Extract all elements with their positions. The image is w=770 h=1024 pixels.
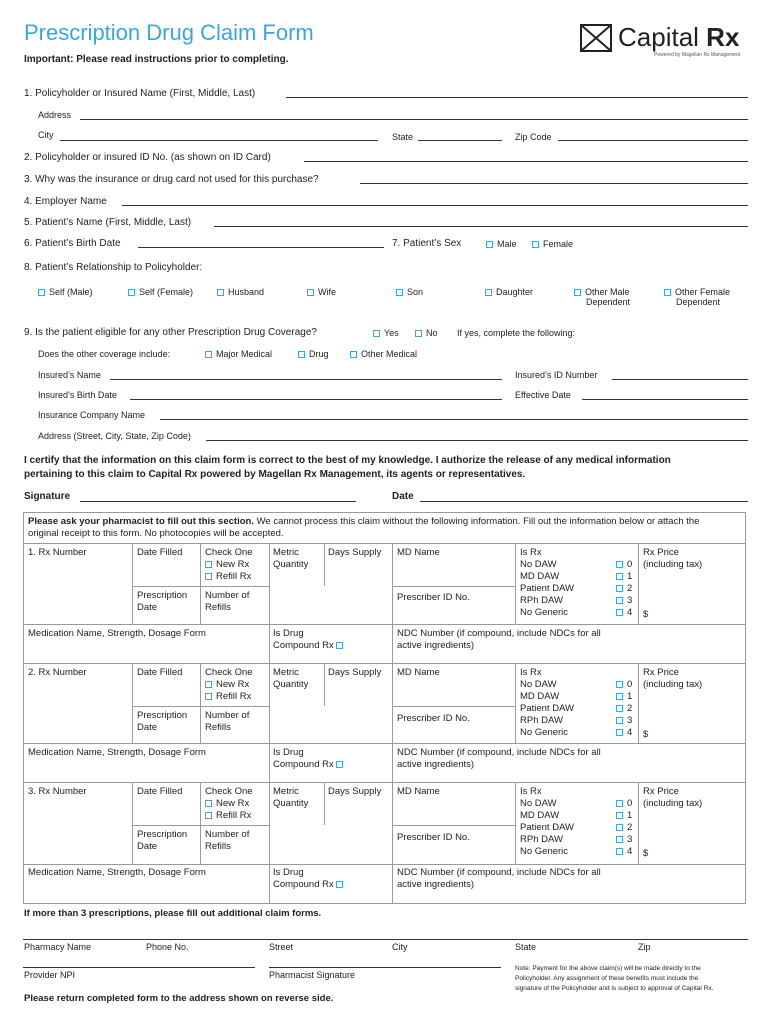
- insurance-address-input[interactable]: [206, 440, 748, 441]
- rx2-daw: Is Rx No DAW MD DAW Patient DAW RPh DAW No Generic: [520, 667, 575, 738]
- signature-input[interactable]: [80, 501, 356, 502]
- rx1-prescriber-id: Prescriber ID No.: [397, 592, 470, 603]
- rel-husband[interactable]: Husband: [217, 287, 264, 297]
- female-checkbox[interactable]: [532, 241, 539, 248]
- date-input[interactable]: [420, 501, 748, 502]
- rx3-ndc: NDC Number (if compound, include NDCs for all active ingredients): [397, 867, 601, 890]
- rx3-refill-checkbox[interactable]: [205, 812, 212, 819]
- male-checkbox[interactable]: [486, 241, 493, 248]
- drug-checkbox[interactable]: [298, 351, 305, 358]
- rx1-refill-checkbox[interactable]: [205, 573, 212, 580]
- female-option[interactable]: Female: [532, 239, 573, 249]
- rx1-md-name: MD Name: [397, 547, 440, 558]
- q9-yes[interactable]: Yes: [373, 328, 399, 338]
- rx2-compound: Is Drug Compound Rx: [273, 747, 347, 771]
- rx2-daw-codes[interactable]: 0 1 2 3 4: [616, 679, 632, 739]
- rx1-dollar: $: [643, 609, 649, 620]
- insured-birth-input[interactable]: [130, 399, 502, 400]
- q2-input[interactable]: [304, 161, 748, 162]
- rx2-number-label: 2. Rx Number: [28, 667, 87, 678]
- rel-self-male[interactable]: Self (Male): [38, 287, 93, 297]
- insured-name-input[interactable]: [110, 379, 502, 380]
- city-label: City: [38, 130, 54, 140]
- rel-self-female[interactable]: Self (Female): [128, 287, 193, 297]
- insured-name-label: Insured’s Name: [38, 370, 101, 380]
- form-title: Prescription Drug Claim Form: [24, 20, 314, 45]
- other-female-checkbox[interactable]: [664, 289, 671, 296]
- insurance-address-label: Address (Street, City, State, Zip Code): [38, 431, 191, 441]
- q2-label: 2. Policyholder or insured ID No. (as shown on ID Card): [24, 152, 271, 163]
- rx1-metric: Metric Quantity: [273, 547, 309, 570]
- pharmacy-name-label: Pharmacy Name: [24, 942, 92, 952]
- q9-label: 9. Is the patient eligible for any other Prescription Drug Coverage?: [24, 327, 317, 338]
- insured-birth-label: Insured’s Birth Date: [38, 390, 117, 400]
- rx1-days-supply: Days Supply: [328, 547, 382, 558]
- payment-note: Note: Payment for the above claim(s) will be made directly to the Policyholder. Any assignment of these benefits must include the signature of the Policyholder and is subject to approval of Capital Rx.: [515, 965, 714, 992]
- rx3-number-label: 3. Rx Number: [28, 786, 87, 797]
- rx3-date-filled: Date Filled: [137, 786, 183, 797]
- address-label: Address: [38, 110, 72, 120]
- other-medical-checkbox[interactable]: [350, 351, 357, 358]
- rx3-days-supply: Days Supply: [328, 786, 382, 797]
- rx1-med-name: Medication Name, Strength, Dosage Form: [28, 628, 206, 639]
- city-footer-label: City: [392, 942, 408, 952]
- rx3-new-checkbox[interactable]: [205, 800, 212, 807]
- major-medical-option[interactable]: Major Medical: [205, 349, 272, 359]
- rx3-dollar: $: [643, 848, 649, 859]
- signature-label: Signature: [24, 491, 71, 502]
- rx2-presc-date: Prescription Date: [137, 710, 188, 733]
- q6-input[interactable]: [138, 247, 384, 248]
- no-checkbox[interactable]: [415, 330, 422, 337]
- rx1-ndc: NDC Number (if compound, include NDCs for all active ingredients): [397, 628, 601, 651]
- q8-label: 8. Patient’s Relationship to Policyholder:: [24, 262, 203, 273]
- q3-input[interactable]: [360, 183, 748, 184]
- rx3-presc-date: Prescription Date: [137, 829, 188, 852]
- rel-other-male[interactable]: Other Male Dependent: [574, 287, 630, 307]
- rx2-new-checkbox[interactable]: [205, 681, 212, 688]
- pharmacy-info-line[interactable]: [23, 939, 748, 940]
- provider-npi-label: Provider NPI: [24, 970, 76, 980]
- daughter-checkbox[interactable]: [485, 289, 492, 296]
- rx3-compound: Is Drug Compound Rx: [273, 867, 347, 891]
- city-input[interactable]: [60, 140, 378, 141]
- wife-checkbox[interactable]: [307, 289, 314, 296]
- certify-line2: pertaining to this claim to Capital Rx powered by Magellan Rx Management, its agents or representatives.: [24, 469, 526, 480]
- zip-footer-label: Zip: [638, 942, 651, 952]
- rx2-prescriber-id: Prescriber ID No.: [397, 713, 470, 724]
- rx2-md-name: MD Name: [397, 667, 440, 678]
- male-option[interactable]: Male: [486, 239, 517, 249]
- q1-input[interactable]: [286, 97, 748, 98]
- major-medical-checkbox[interactable]: [205, 351, 212, 358]
- rx1-presc-date: Prescription Date: [137, 590, 188, 613]
- effective-date-label: Effective Date: [515, 390, 571, 400]
- rx2-metric: Metric Quantity: [273, 667, 309, 690]
- rx3-prescriber-id: Prescriber ID No.: [397, 832, 470, 843]
- yes-checkbox[interactable]: [373, 330, 380, 337]
- son-checkbox[interactable]: [396, 289, 403, 296]
- rx3-check-one: Check One New Rx Refill Rx: [205, 786, 253, 821]
- address-input[interactable]: [80, 119, 748, 120]
- rel-son[interactable]: Son: [396, 287, 423, 297]
- rx2-refills: Number of Refills: [205, 710, 250, 733]
- drug-option[interactable]: Drug: [298, 349, 329, 359]
- rx1-compound: Is Drug Compound Rx: [273, 628, 347, 652]
- rx1-date-filled: Date Filled: [137, 547, 183, 558]
- rx2-med-name: Medication Name, Strength, Dosage Form: [28, 747, 206, 758]
- brand-tagline: Powered by Magellan Rx Management: [654, 52, 741, 58]
- certify-line1: I certify that the information on this claim form is correct to the best of my knowledge. I authorize the release of any medical information: [24, 455, 671, 466]
- q4-input[interactable]: [122, 205, 748, 206]
- q9-no[interactable]: No: [415, 328, 438, 338]
- q5-label: 5. Patient’s Name (First, Middle, Last): [24, 217, 192, 228]
- state-input[interactable]: [418, 140, 502, 141]
- other-male-checkbox[interactable]: [574, 289, 581, 296]
- q1-label: 1. Policyholder or Insured Name (First, Middle, Last): [24, 88, 256, 99]
- phone-label: Phone No.: [146, 942, 189, 952]
- state-label: State: [392, 132, 414, 142]
- rx3-price: Rx Price (including tax): [643, 786, 703, 809]
- envelope-logo-icon: [580, 24, 612, 54]
- rx3-daw-codes[interactable]: 0 1 2 3 4: [616, 798, 632, 858]
- effective-date-input[interactable]: [582, 399, 748, 400]
- rx2-days-supply: Days Supply: [328, 667, 382, 678]
- rx1-refills: Number of Refills: [205, 590, 250, 613]
- husband-checkbox[interactable]: [217, 289, 224, 296]
- state-footer-label: State: [515, 942, 537, 952]
- rx3-refills: Number of Refills: [205, 829, 250, 852]
- rx2-refill-checkbox[interactable]: [205, 693, 212, 700]
- rx1-number-label: 1. Rx Number: [28, 547, 87, 558]
- date-label: Date: [392, 491, 414, 502]
- if-yes-text: If yes, complete the following:: [457, 328, 576, 338]
- rel-daughter[interactable]: Daughter: [485, 287, 533, 297]
- rx1-price: Rx Price (including tax): [643, 547, 703, 570]
- rx3-md-name: MD Name: [397, 786, 440, 797]
- rx2-compound-checkbox[interactable]: [336, 761, 343, 768]
- rx3-med-name: Medication Name, Strength, Dosage Form: [28, 867, 206, 878]
- q5-input[interactable]: [214, 226, 748, 227]
- rel-wife[interactable]: Wife: [307, 287, 336, 297]
- rx3-metric: Metric Quantity: [273, 786, 309, 809]
- rel-other-female[interactable]: Other Female Dependent: [664, 287, 730, 307]
- rx1-daw-codes[interactable]: 0 1 2 3 4: [616, 559, 632, 619]
- q3-label: 3. Why was the insurance or drug card not used for this purchase?: [24, 174, 319, 185]
- insurance-company-label: Insurance Company Name: [38, 410, 146, 420]
- insurance-company-input[interactable]: [160, 419, 748, 420]
- pharm-notice-1: Please ask your pharmacist to fill out this section. We cannot process this claim without the following information. Fill out the information below or attach the: [28, 516, 700, 527]
- rx1-compound-checkbox[interactable]: [336, 642, 343, 649]
- rx3-compound-checkbox[interactable]: [336, 881, 343, 888]
- pharmacist-signature-label: Pharmacist Signature: [269, 970, 356, 980]
- rx2-dollar: $: [643, 729, 649, 740]
- pharmacist-signature-input[interactable]: [269, 967, 501, 968]
- rx3-daw: Is Rx No DAW MD DAW Patient DAW RPh DAW No Generic: [520, 786, 575, 857]
- pharm-notice-2: original receipt to this form. No photocopies will be accepted.: [28, 528, 284, 539]
- zip-label: Zip Code: [515, 132, 552, 142]
- self-male-checkbox[interactable]: [38, 289, 45, 296]
- brand-name: Capital: [618, 22, 699, 52]
- rx1-new-checkbox[interactable]: [205, 561, 212, 568]
- insured-id-input[interactable]: [612, 379, 748, 380]
- insured-id-label: Insured’s ID Number: [515, 370, 598, 380]
- q7-label: 7. Patient’s Sex: [392, 238, 462, 249]
- rx2-check-one: Check One New Rx Refill Rx: [205, 667, 253, 702]
- other-medical-option[interactable]: Other Medical: [350, 349, 417, 359]
- rx1-daw: Is Rx No DAW MD DAW Patient DAW RPh DAW No Generic: [520, 547, 575, 618]
- form-subtitle: Important: Please read instructions prior to completing.: [24, 54, 289, 65]
- coverage-label: Does the other coverage include:: [38, 349, 171, 359]
- more-prescriptions-note: If more than 3 prescriptions, please fill out additional claim forms.: [24, 908, 322, 919]
- rx2-date-filled: Date Filled: [137, 667, 183, 678]
- zip-input[interactable]: [558, 140, 748, 141]
- rx2-price: Rx Price (including tax): [643, 667, 703, 690]
- return-note: Please return completed form to the address shown on reverse side.: [24, 993, 334, 1004]
- brand-name-bold: Rx: [706, 22, 740, 52]
- self-female-checkbox[interactable]: [128, 289, 135, 296]
- rx1-check-one: Check One New Rx Refill Rx: [205, 547, 253, 582]
- provider-npi-input[interactable]: [23, 967, 255, 968]
- street-label: Street: [269, 942, 294, 952]
- q6-label: 6. Patient’s Birth Date: [24, 238, 121, 249]
- q4-label: 4. Employer Name: [24, 196, 107, 207]
- rx2-ndc: NDC Number (if compound, include NDCs for all active ingredients): [397, 747, 601, 770]
